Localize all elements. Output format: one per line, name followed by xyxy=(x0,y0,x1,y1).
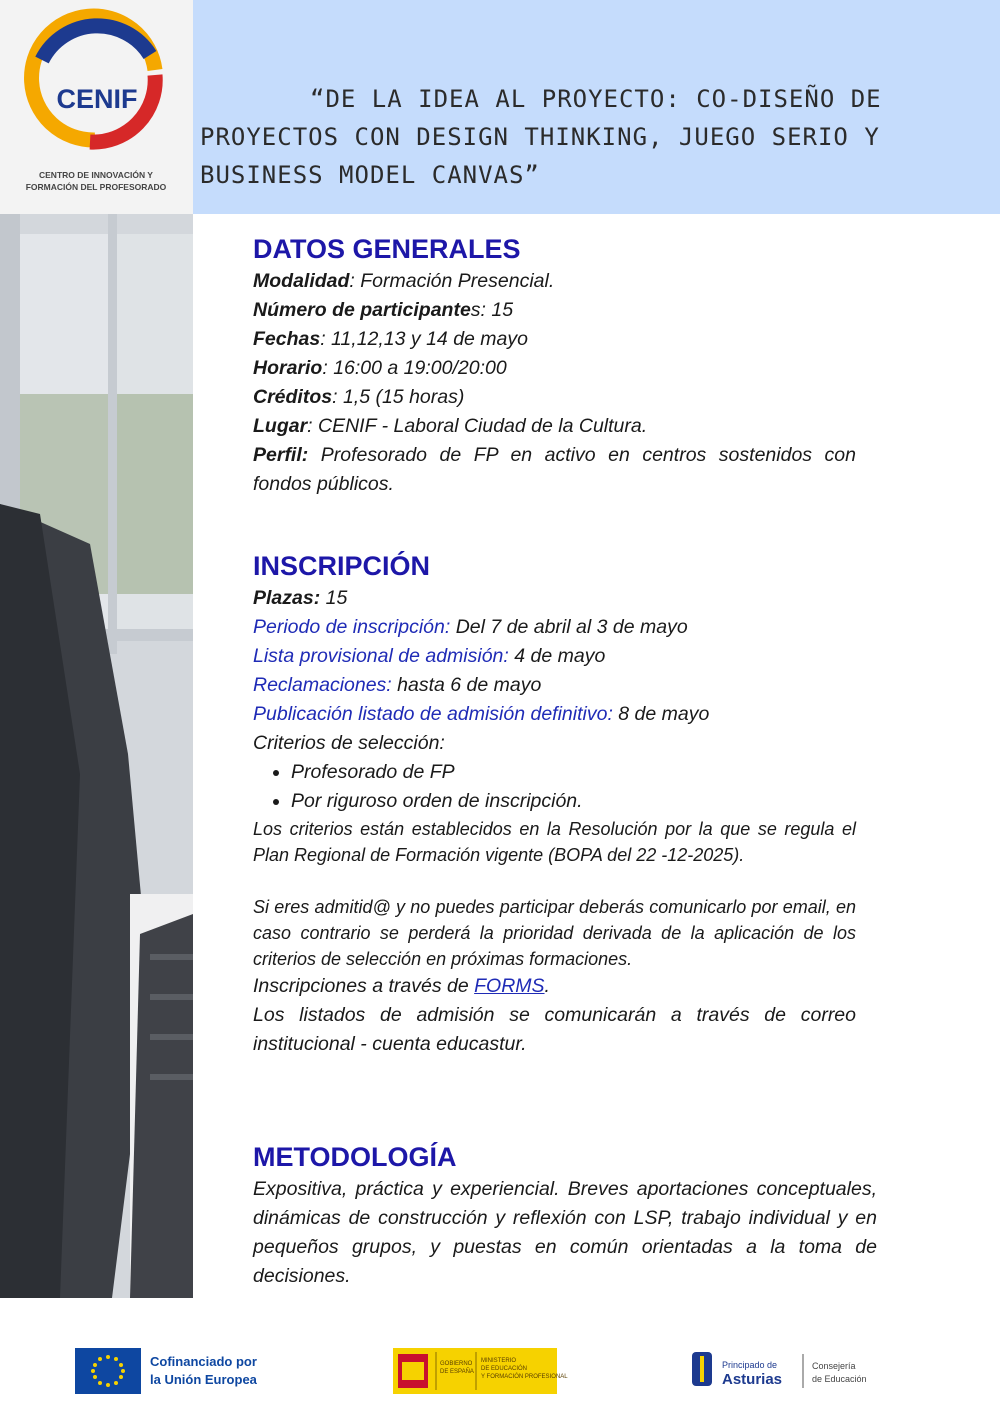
eu-text-2: la Unión Europea xyxy=(150,1372,257,1387)
metodologia-text: Expositiva, práctica y experiencial. Breves aportaciones conceptuales, dinámicas de construcción y reflexión con LSP, trabajo individual y en pequeños grupos, y puestas en común orientadas a la toma de decisiones. xyxy=(253,1178,877,1287)
fechas-value: : 11,12,13 y 14 de mayo xyxy=(320,328,528,350)
criterios-label: Criterios de selección: xyxy=(253,732,445,754)
datos-heading: DATOS GENERALES xyxy=(253,234,521,264)
participantes-row xyxy=(253,296,856,325)
creditos-label: Créditos xyxy=(253,386,333,408)
modalidad-value: : Formación Presencial. xyxy=(349,270,555,292)
list-item: • Por riguroso orden de inscripción. xyxy=(291,787,856,816)
perfil-value: Profesorado de FP en activo en centros sostenidos con fondos públicos. xyxy=(253,444,856,495)
ministerio-text-1: MINISTERIO xyxy=(481,1358,517,1364)
logo-subtitle-1: CENTRO DE INNOVACIÓN Y xyxy=(39,170,153,180)
asturias-text-2: Asturias xyxy=(722,1371,783,1388)
listados-text: Los listados de admisión se comunicarán a través de correo institucional - cuenta educastur. xyxy=(253,1004,856,1055)
definitivo-row xyxy=(253,700,856,729)
fechas-label: Fechas xyxy=(253,328,321,350)
reclamaciones-label: Reclamaciones: xyxy=(253,674,392,696)
ministerio-text-3: Y FORMACIÓN PROFESIONAL xyxy=(481,1374,568,1380)
lugar-label: Lugar xyxy=(253,415,308,437)
creditos-row xyxy=(253,383,856,412)
logo-name: CENIF xyxy=(56,84,138,114)
consejeria-text-1: Consejería xyxy=(812,1361,856,1371)
datos-generales-section xyxy=(253,233,856,499)
course-title: “DE LA IDEA AL PROYECTO: CO-DISEÑO DE PROYECTOS CON DESIGN THINKING, JUEGO SERIO Y BUSINESS MODEL CANVAS” xyxy=(200,85,882,189)
consejeria-text-2: de Educación xyxy=(812,1374,867,1384)
periodo-value: Del 7 de abril al 3 de mayo xyxy=(450,616,688,638)
footer-logos xyxy=(0,1330,1000,1410)
provisional-label: Lista provisional de admisión: xyxy=(253,645,509,667)
provisional-value: 4 de mayo xyxy=(508,645,606,667)
definitivo-label: Publicación listado de admisión definitivo: xyxy=(253,703,613,725)
decorative-photo xyxy=(0,214,193,1298)
cenif-logo-area xyxy=(0,0,193,214)
office-photo-illustration xyxy=(0,214,193,1298)
forms-suffix: . xyxy=(544,975,550,997)
modalidad-label: Modalidad xyxy=(253,270,350,292)
horario-value: : 16:00 a 19:00/20:00 xyxy=(322,357,507,379)
asturias-text-1: Principado de xyxy=(722,1360,778,1370)
provisional-row xyxy=(253,642,856,671)
list-item: • Profesorado de FP xyxy=(291,758,856,787)
forms-row xyxy=(253,972,856,1001)
definitivo-value: 8 de mayo xyxy=(612,703,710,725)
metodologia-heading: METODOLOGÍA xyxy=(253,1142,457,1172)
admitido-text: Si eres admitid@ y no puedes participar deberás comunicarlo por email, en caso contrario se perderá la prioridad derivada de la aplicación de los criterios de selección en próximas formaciones. xyxy=(253,897,856,969)
metodologia-section xyxy=(253,1141,877,1291)
gob-text-1: GOBIERNO xyxy=(440,1361,473,1367)
logo-subtitle-2: FORMACIÓN DEL PROFESORADO xyxy=(25,182,167,192)
perfil-label: Perfil: xyxy=(253,444,309,466)
creditos-value: : 1,5 (15 horas) xyxy=(332,386,465,408)
plazas-value: 15 xyxy=(320,587,348,609)
footer-logos-graphic xyxy=(0,1330,1000,1410)
eu-flag-icon xyxy=(75,1348,141,1394)
modalidad-row xyxy=(253,267,856,296)
reclamaciones-row xyxy=(253,671,856,700)
perfil-row xyxy=(253,441,856,499)
horario-label: Horario xyxy=(253,357,323,379)
resolucion-text: Los criterios están establecidos en la Resolución por la que se regula el Plan Regional de Formación vigente (BOPA del 22 -12-2025). xyxy=(253,819,856,865)
plazas-row xyxy=(253,584,856,613)
inscripcion-heading: INSCRIPCIÓN xyxy=(253,551,431,581)
gob-text-2: DE ESPAÑA xyxy=(440,1369,474,1375)
inscripcion-section xyxy=(253,550,856,1059)
forms-link[interactable]: FORMS xyxy=(474,975,545,997)
forms-prefix: Inscripciones a través de xyxy=(253,975,475,997)
reclamaciones-value: hasta 6 de mayo xyxy=(391,674,542,696)
lugar-value: : CENIF - Laboral Ciudad de la Cultura. xyxy=(307,415,648,437)
ministerio-text-2: DE EDUCACIÓN xyxy=(481,1366,528,1372)
participantes-label: Número de participante xyxy=(253,299,471,321)
plazas-label: Plazas: xyxy=(253,587,321,609)
fechas-row xyxy=(253,325,856,354)
cenif-logo xyxy=(0,0,193,214)
criterios-list xyxy=(253,758,856,816)
eu-text-1: Cofinanciado por xyxy=(150,1354,257,1369)
periodo-row xyxy=(253,613,856,642)
lugar-row xyxy=(253,412,856,441)
periodo-label: Periodo de inscripción: xyxy=(253,616,451,638)
participantes-value: s: 15 xyxy=(470,299,514,321)
horario-row xyxy=(253,354,856,383)
